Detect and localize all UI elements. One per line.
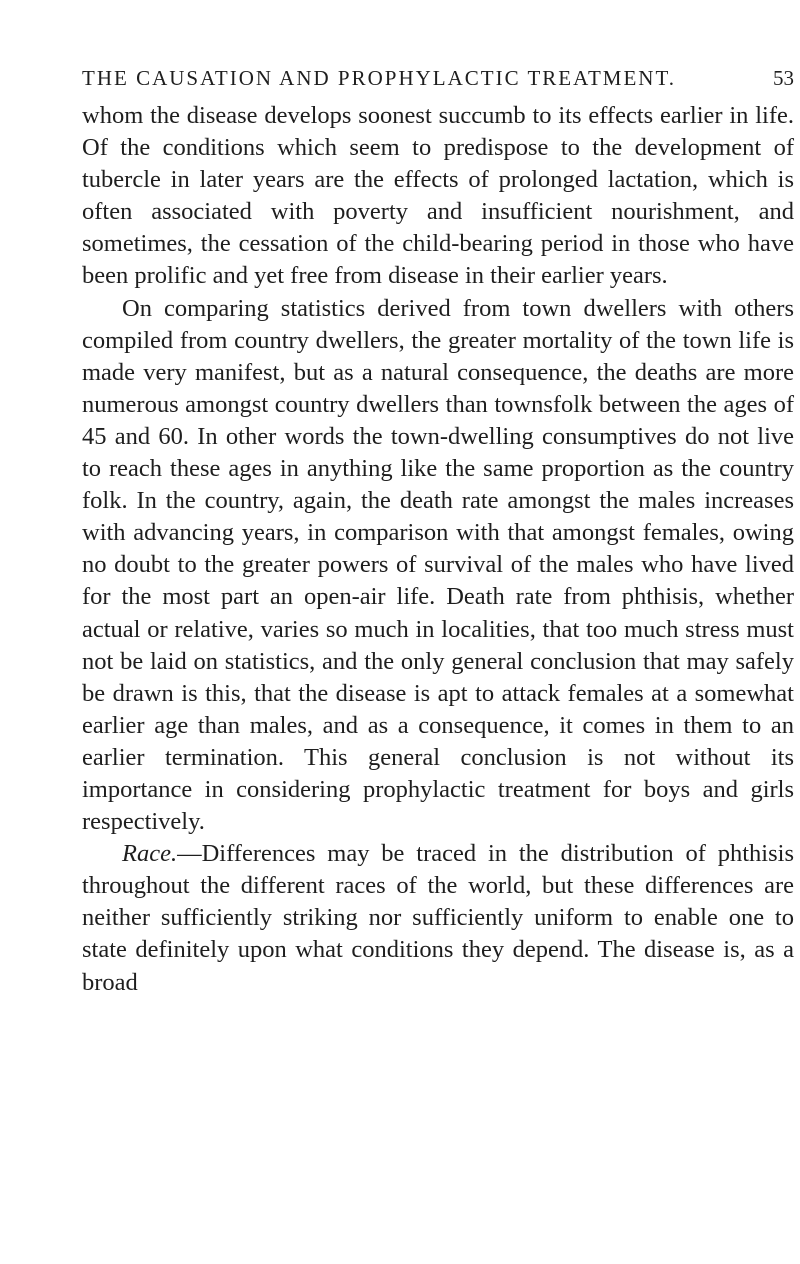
paragraph-race	[82, 838, 794, 998]
section-heading-race: Race.	[122, 840, 178, 868]
page-number: 53	[773, 66, 794, 90]
paragraph-race-text: —Differences may be traced in the distribution of phthisis throughout the different races of the world, but these differences are neither sufficiently striking nor sufficiently uniform to enable one to state definitely upon what conditions they depend. The disease is, as a broad	[82, 840, 794, 996]
running-head	[82, 66, 794, 94]
paragraph-continuation: whom the disease develops soonest succumb to its effects earlier in life. Of the conditions which seem to predispose to the development of tubercle in later years are the effects of prolonged lactation, which is often associated with poverty and insufficient nourishment, and sometimes, the cessation of the child-bearing period in those who have been prolific and yet free from disease in their earlier years.	[82, 102, 794, 290]
body-text	[82, 100, 794, 999]
paragraph-statistics: On comparing statistics derived from town dwellers with others compiled from country dwellers, the greater mortality of the town life is made very manifest, but as a natural consequence, the deaths are more numerous amongst country dwellers than townsfolk between the ages of 45 and 60. In other words the town-dwelling consumptives do not live to reach these ages in anything like the same proportion as the country folk. In the country, again, the death rate amongst the males increases with advancing years, in comparison with that amongst females, owing no doubt to the greater powers of survival of the males who have lived for the most part an open-air life. Death rate from phthisis, whether actual or relative, varies so much in localities, that too much stress must not be laid on statistics, and the only general conclusion that may safely be drawn is this, that the disease is apt to attack females at a somewhat earlier age than males, and as a consequence, it comes in them to an earlier termination. This general conclusion is not without its importance in considering prophylactic treatment for boys and girls respectively.	[82, 294, 794, 836]
running-head-title: THE CAUSATION AND PROPHYLACTIC TREATMENT.	[82, 66, 676, 90]
